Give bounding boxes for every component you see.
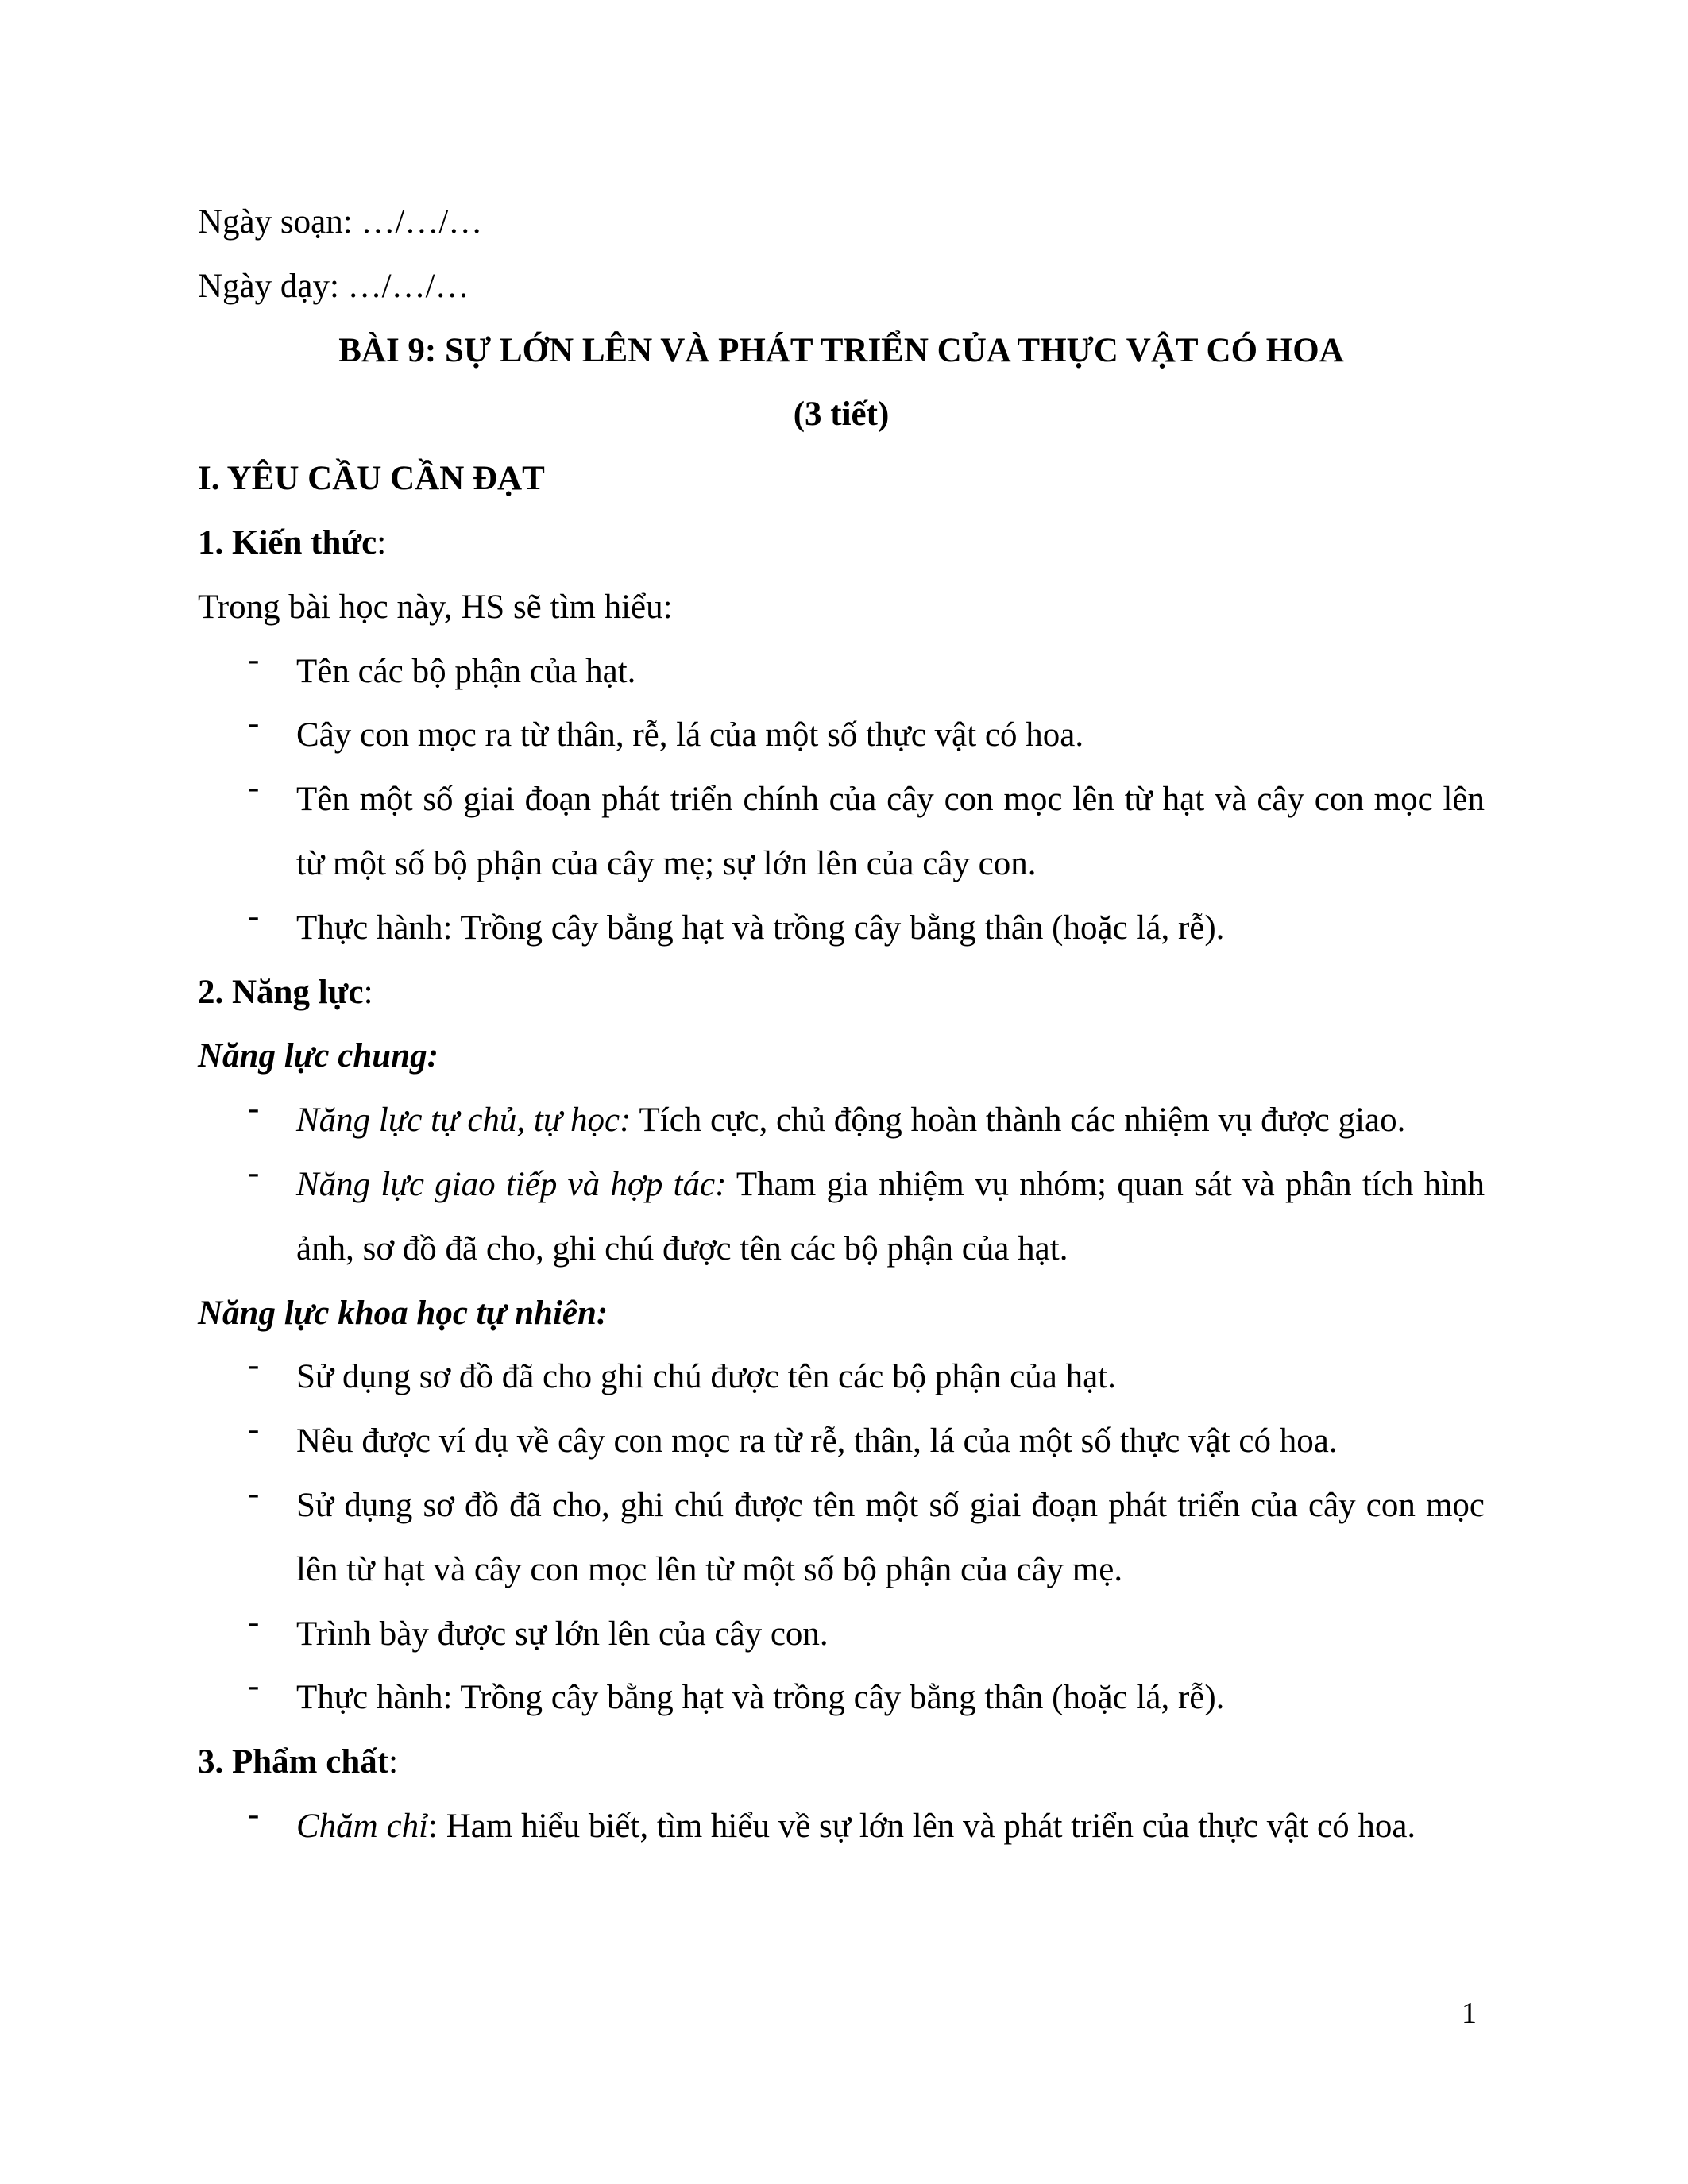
bullet-dash: -: [248, 769, 260, 807]
subheading-qualities: [198, 1731, 1485, 1795]
subheading-qualities-colon: :: [388, 1743, 399, 1781]
subheading-competence-label: 2. Năng lực: [198, 973, 364, 1011]
list-item-text: Tên các bộ phận của hạt.: [296, 652, 636, 690]
date-taught: Ngày dạy: …/…/…: [198, 267, 469, 305]
bullet-dash: -: [248, 1153, 260, 1191]
list-item-label: Năng lực giao tiếp và hợp tác:: [296, 1165, 727, 1203]
subheading-knowledge: [198, 511, 1485, 576]
date-prepared: Ngày soạn: …/…/…: [198, 203, 483, 241]
bullet-dash: -: [248, 704, 260, 743]
subheading-competence-colon: :: [363, 973, 373, 1011]
list-item-text: Nêu được ví dụ về cây con mọc ra từ rễ, thân, lá của một số thực vật có hoa.: [296, 1422, 1338, 1461]
bullet-dash: -: [248, 897, 260, 935]
knowledge-intro: Trong bài học này, HS sẽ tìm hiểu:: [198, 588, 673, 626]
list-item: [198, 1795, 1485, 1859]
bullet-dash: -: [248, 640, 260, 678]
bullet-dash: -: [248, 1795, 260, 1833]
list-item-text: Thực hành: Trồng cây bằng hạt và trồng cây bằng thân (hoặc lá, rễ).: [296, 909, 1225, 947]
list-item-label: Năng lực tự chủ, tự học:: [296, 1102, 632, 1140]
list-item-text: Trình bày được sự lớn lên của cây con.: [296, 1615, 829, 1653]
list-item-text: [296, 1795, 1485, 1859]
list-item-detail: Tích cực, chủ động hoàn thành các nhiệm vụ được giao.: [631, 1102, 1406, 1140]
lesson-title: BÀI 9: SỰ LỚN LÊN VÀ PHÁT TRIỂN CỦA THỰC VẬT CÓ HOA: [338, 331, 1344, 369]
list-item: [198, 1410, 1485, 1474]
science-competence-heading: Năng lực khoa học tự nhiên:: [198, 1294, 608, 1332]
section-heading-requirements: I. YÊU CẦU CẦN ĐẠT: [198, 460, 545, 498]
bullet-dash: -: [248, 1667, 260, 1705]
bullet-dash: -: [248, 1474, 260, 1512]
bullet-dash: -: [248, 1603, 260, 1641]
list-item-text: Thực hành: Trồng cây bằng hạt và trồng cây bằng thân (hoặc lá, rễ).: [296, 1679, 1225, 1717]
list-item: [198, 1089, 1485, 1153]
list-item-text: [296, 1089, 1485, 1153]
list-item: [198, 1603, 1485, 1667]
list-item: [198, 1153, 1485, 1282]
general-competence-heading: Năng lực chung:: [198, 1037, 438, 1075]
list-item-text: Cây con mọc ra từ thân, rễ, lá của một số thực vật có hoa.: [296, 716, 1084, 754]
list-item-detail: Tham gia nhiệm vụ nhóm; quan sát và phân tích hình ảnh, sơ đồ đã cho, ghi chú được tên các bộ phận của hạt.: [296, 1165, 1485, 1268]
list-item: [198, 1345, 1485, 1410]
page-number: 1: [1462, 1997, 1477, 2030]
list-item: [198, 1474, 1485, 1603]
subheading-knowledge-colon: :: [377, 523, 387, 561]
subheading-qualities-label: 3. Phẩm chất: [198, 1743, 389, 1781]
subheading-competence: [198, 961, 1485, 1025]
bullet-dash: -: [248, 1410, 260, 1449]
list-item: [198, 704, 1485, 768]
list-item: [198, 1666, 1485, 1731]
list-item: [198, 768, 1485, 897]
list-item: [198, 640, 1485, 704]
list-item-detail: : Ham hiểu biết, tìm hiểu về sự lớn lên và phát triển của thực vật có hoa.: [428, 1807, 1416, 1845]
bullet-dash: -: [248, 1346, 260, 1384]
bullet-dash: -: [248, 1090, 260, 1128]
list-item-text: [296, 1153, 1485, 1282]
list-item-text: Sử dụng sơ đồ đã cho, ghi chú được tên một số giai đoạn phát triển của cây con mọc lên từ hạt và cây con mọc lên từ một số bộ phận của cây mẹ.: [296, 1486, 1485, 1588]
subheading-knowledge-label: 1. Kiến thức: [198, 523, 377, 561]
lesson-duration: (3 tiết): [793, 396, 890, 434]
list-item-text: Tên một số giai đoạn phát triển chính của cây con mọc lên từ hạt và cây con mọc lên từ một số bộ phận của cây mẹ; sự lớn lên của cây con.: [296, 781, 1485, 882]
list-item-text: Sử dụng sơ đồ đã cho ghi chú được tên các bộ phận của hạt.: [296, 1358, 1116, 1396]
document-page: [198, 191, 1485, 1859]
list-item: [198, 897, 1485, 961]
list-item-label: Chăm chỉ: [296, 1807, 429, 1845]
